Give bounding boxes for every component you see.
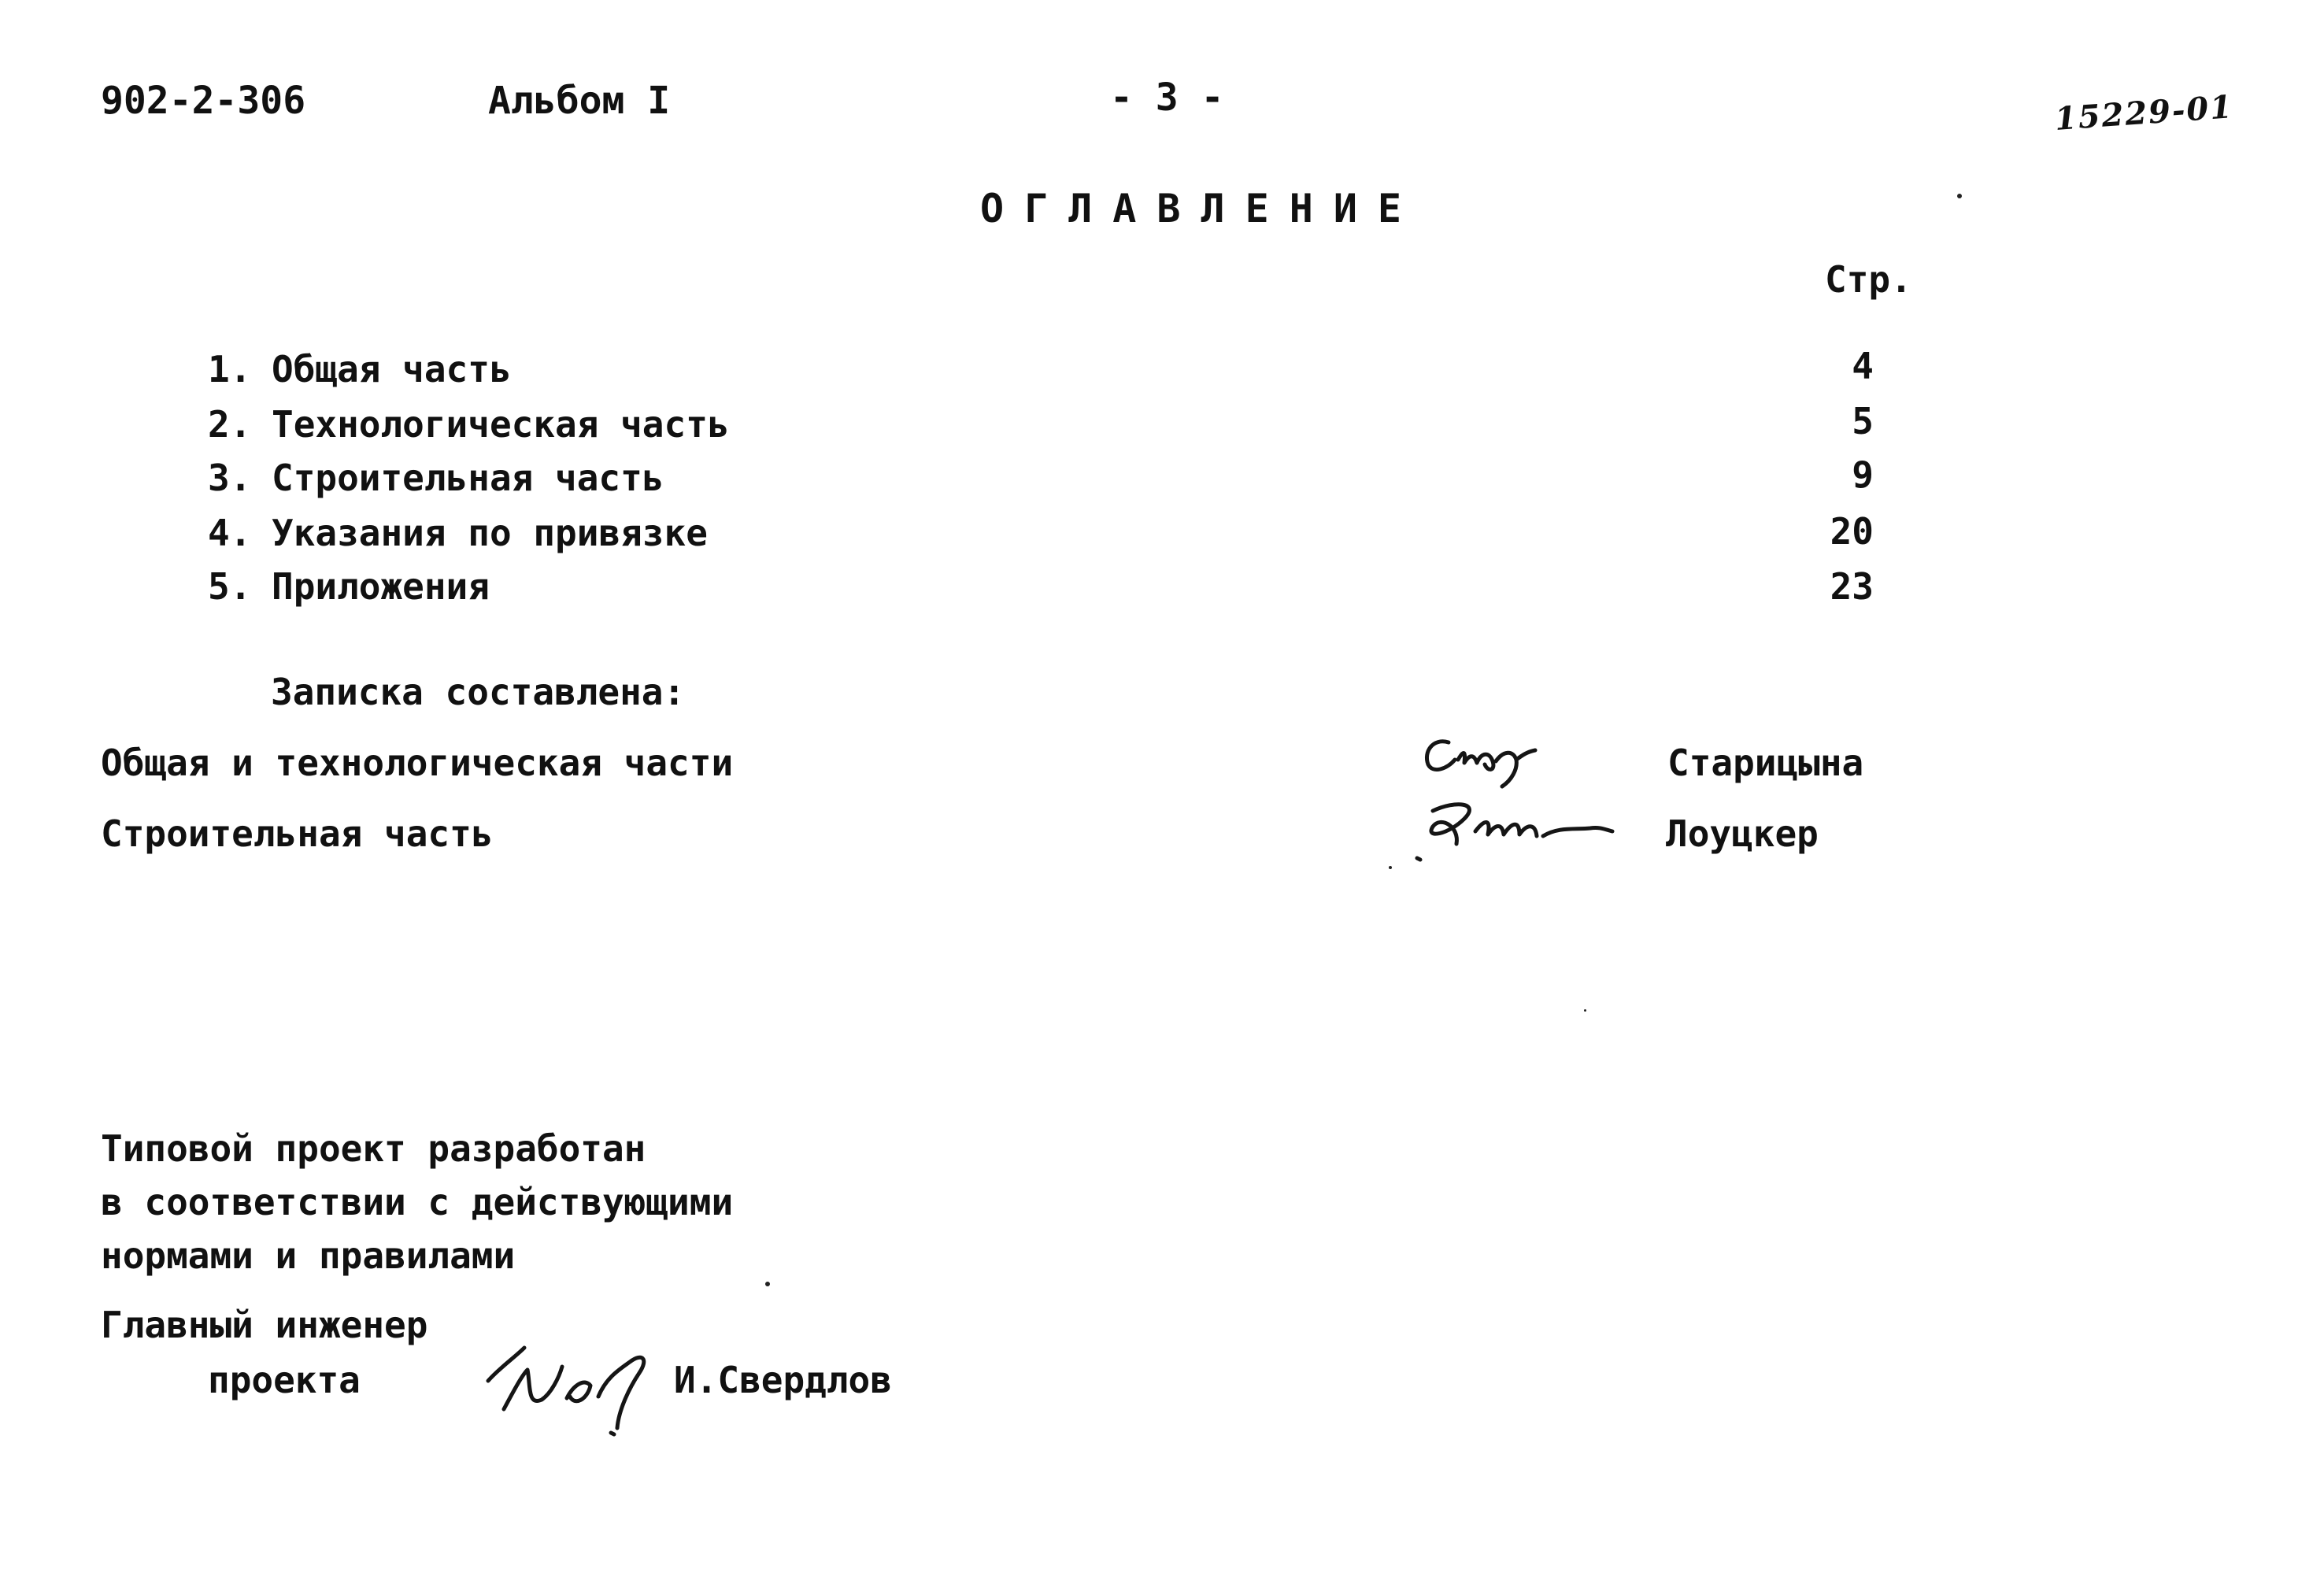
toc-item-label: Общая часть [272,348,512,390]
toc-item-page: 5 [1852,400,1874,442]
author-name: Старицына [1667,742,1864,784]
author-name: Лоуцкер [1666,812,1819,855]
statement-line: Типовой проект разработан [101,1127,646,1170]
scan-speck [1584,1009,1586,1012]
chief-signature [472,1330,653,1441]
toc-item-number: 2. [208,403,252,446]
toc-item-label: Приложения [272,565,490,608]
album-label: Альбом I [488,79,671,123]
statement-line: в соответствии с действующими [101,1181,734,1223]
author-section: Строительная часть [101,812,494,855]
chief-title-continued: проекта [208,1359,361,1401]
statement-line: нормами и правилами [101,1234,516,1277]
chief-name: И.Свердлов [674,1359,892,1401]
toc-item-number: 1. [208,348,252,390]
author-signature-2 [1409,795,1614,866]
toc-item-page: 23 [1830,565,1874,608]
scan-speck [1389,866,1392,869]
page-number: - 3 - [1110,76,1224,120]
author-section: Общая и технологическая части [101,742,734,784]
toc-item-label: Технологическая часть [272,403,730,446]
toc-item-label: Указания по привязке [272,512,708,554]
toc-title: ОГЛАВЛЕНИЕ [980,186,1423,231]
page-column-label: Стр. [1825,258,1912,301]
toc-item-number: 5. [208,565,252,608]
toc-item-page: 4 [1852,345,1874,387]
toc-item-number: 4. [208,512,252,554]
toc-item-number: 3. [208,457,252,499]
authors-heading: Записка составлена: [271,671,686,713]
toc-item-label: Строительная часть [272,457,664,499]
toc-item-page: 20 [1830,510,1874,553]
inventory-number: 15229-01 [2053,88,2235,138]
chief-title: Главный инженер [101,1304,428,1346]
scan-speck [765,1282,770,1286]
author-signature-1 [1417,728,1559,791]
document-code: 902-2-306 [101,79,306,123]
toc-item-page: 9 [1852,453,1874,496]
scan-speck [1957,194,1962,198]
